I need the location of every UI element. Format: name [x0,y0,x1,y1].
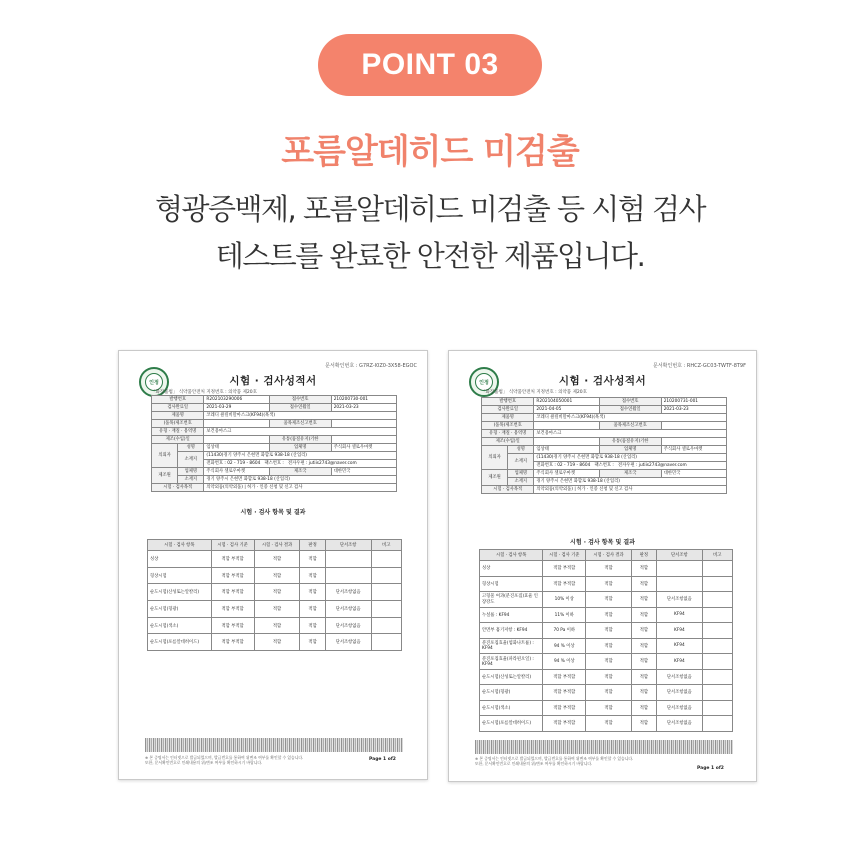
results-cell: 적합 [300,601,325,618]
results-cell: 적합 [631,638,656,654]
results-cell [657,576,703,592]
info-value: 주식회사 셀로우마켓 [204,468,269,476]
results-item-cell: 분진포집효율(파라핀오일) : KF94 [480,654,543,670]
info-value: 경기 양주시 은현면 화합로 938-18 (산업리) [534,478,727,486]
results-cell: KF94 [657,638,703,654]
results-item-cell: 순도시험(포름알데히이드) [480,716,543,732]
certificate-info-table [151,395,397,492]
results-cell: 적합 부적합 [211,567,254,584]
results-cell: 적합 부적합 [211,601,254,618]
info-label: 업체명 [508,470,534,478]
info-label: 품목제조신고번호 [599,422,661,430]
info-value: (11430)경기 양주시 은현면 화합로 938-18 (산업리) [204,452,397,460]
results-item-cell: 순도시험(포름알데히이드) [148,634,212,651]
info-label: 성명 [178,444,204,452]
results-row [480,638,733,654]
results-cell [371,567,402,584]
results-cell: 적합 [586,607,632,623]
test-certificate-1 [118,350,428,780]
results-item-cell: 안면부 흡기저항 : KF94 [480,623,543,639]
results-item-cell: 순도시험(산성또는알칼리) [480,669,543,685]
info-label: 소재지 [508,478,534,486]
results-cell: 10% 이상 [543,592,586,608]
results-table [479,549,733,732]
results-header-cell: 시험 · 검사 항목 [480,550,543,561]
results-cell: 적합 부적합 [543,669,586,685]
info-value: 주식회사 셀로우마켓 [534,470,599,478]
results-item-cell: 성상 [480,561,543,577]
info-value: 2021-04-05 [534,406,599,414]
info-value [534,438,599,446]
results-cell: 적합 [586,716,632,732]
info-label: 접수번호 [599,398,661,406]
results-cell: 단서조항없음 [325,601,371,618]
info-value: 2021-03-23 [331,404,396,412]
results-cell: 적합 [586,654,632,670]
results-cell [371,634,402,651]
email-label: 전자우편 : [618,463,638,468]
results-title: 시험 · 검사 항목 및 결과 [240,509,306,516]
info-value: R202103290006 [204,396,269,404]
results-cell [371,584,402,601]
info-value: 2021-03-29 [204,404,269,412]
info-label: 제조(수입)일 [482,438,534,446]
results-cell: 70 Pa 이하 [543,623,586,639]
barcode-strip [475,740,733,754]
results-cell: 단서조항없음 [657,685,703,701]
footnote [145,755,303,765]
results-item-cell: 누설률 : KF94 [480,607,543,623]
results-row [148,601,402,618]
results-cell [702,654,732,670]
info-label: 제조국 [599,470,661,478]
results-cell: 적합 [254,634,300,651]
barcode-strip [145,738,403,752]
contact-line [204,460,397,468]
results-item-cell: 순도시험(형광) [480,685,543,701]
results-cell: 적합 [631,561,656,577]
results-header-cell: 단서조항 [657,550,703,561]
results-item-cell: 순도시험(형광) [148,601,212,618]
results-cell: 단서조항없음 [657,669,703,685]
results-item-cell: 순도시험(산성또는알칼리) [148,584,212,601]
results-cell [325,551,371,568]
document-number: 문서확인번호 : RHCZ-GC03-TWTF-8T9F [653,363,746,369]
results-row [480,561,733,577]
info-label: 의뢰자 [482,446,508,470]
info-label: 제품명 [152,412,204,420]
results-cell: 94 % 이상 [543,638,586,654]
info-label: 제조국 [269,468,331,476]
results-item-cell: 형상시험 [480,576,543,592]
results-cell: 적합 [631,700,656,716]
info-label: 업체명 [178,468,204,476]
page-number: Page 1 of2 [369,757,396,762]
info-value [661,422,726,430]
results-cell: 적합 [586,669,632,685]
info-value: 임상태 [204,444,269,452]
info-value: R202104050001 [534,398,599,406]
info-label: 업체명 [599,446,661,454]
results-cell: 적합 [300,634,325,651]
results-cell [702,592,732,608]
results-row [148,617,402,634]
results-cell [371,551,402,568]
results-cell: 적합 [631,716,656,732]
results-cell [702,638,732,654]
results-header-cell: 시험 · 검사 결과 [586,550,632,561]
info-label: 유형 · 재질 · 용역명 [482,430,534,438]
info-value: 주식회사 셀로우마켓 [331,444,396,452]
results-header-cell: 단서조항 [325,540,371,551]
results-cell [702,561,732,577]
test-certificate-2 [448,350,757,782]
info-value: 임상태 [534,446,599,454]
info-label: 발행번호 [482,398,534,406]
results-cell: 적합 [586,638,632,654]
results-cell: 적합 부적합 [543,716,586,732]
info-value [534,422,599,430]
results-cell: 적합 부적합 [543,685,586,701]
results-cell: 적합 [300,617,325,634]
info-label: 시험 · 검사목적 [482,486,534,494]
results-header-cell: 시험 · 검사 항목 [148,540,212,551]
results-item-cell: 순도시험(색소) [148,617,212,634]
info-label: (품목)제조번호 [482,422,534,430]
results-cell: 적합 부적합 [211,634,254,651]
results-cell: 적합 [631,576,656,592]
info-label: 품목제조신고번호 [269,420,331,428]
results-item-cell: 형상시험 [148,567,212,584]
contact-line [534,462,727,470]
results-row [148,634,402,651]
tel-label: 전화번호 : [536,463,556,468]
info-label: 제조원 [152,468,178,484]
info-label: 제조원 [482,470,508,486]
results-row [148,567,402,584]
info-value: 의약외품(의약외품) | 허가 · 인증 신청 및 신고 검사 [204,484,397,492]
info-value [331,420,396,428]
info-label: 검사완료일 [152,404,204,412]
results-cell: 적합 부적합 [543,700,586,716]
results-header-row [148,540,402,551]
authority-line: 「화장품법」 식약품안전처 지정번호 : 의약품 제20호 [151,390,257,395]
info-label: 발행번호 [152,396,204,404]
footnote-line-2: 또한, 문서확인번호로 인쇄내용의 위/변조 여부를 확인하시기 바랍니다. [145,760,263,765]
results-cell [657,561,703,577]
results-cell: 단서조항없음 [325,584,371,601]
results-cell [702,576,732,592]
results-cell: 적합 [300,567,325,584]
info-value: 의약외품(의약외품) | 허가 · 인증 신청 및 신고 검사 [534,486,727,494]
results-header-row [480,550,733,561]
results-cell: 적합 [631,592,656,608]
results-cell [702,685,732,701]
info-label: 소재지 [178,476,204,484]
info-value: (11430)경기 양주시 은현면 화합로 938-18 (산업리) [534,454,727,462]
info-label: 소재지 [508,454,534,470]
results-cell [702,623,732,639]
info-value: 210200731-001 [661,398,726,406]
results-body [148,551,402,651]
results-cell [371,601,402,618]
footnote-line-1: ※ 본 증명서는 인터넷으로 발급되었으며, 발급번호를 통하여 위변조 여부를 확인할 수 있습니다. [145,755,304,760]
results-cell: 적합 [586,700,632,716]
document-number: 문서확인번호 : G7RZ-I0Z0-3X58-EGOC [325,363,417,369]
info-value: 코레디 클릴비말마스크(KF94)(흑색) [534,414,727,422]
info-value [331,436,396,444]
info-value: 보건용마스크 [204,428,397,436]
results-header-cell: 비고 [371,540,402,551]
info-label: 검사완료일 [482,406,534,414]
results-cell: 단서조항없음 [325,634,371,651]
headline: 포름알데히드 미검출 [281,132,579,172]
info-label: 유통(품질유지)기한 [599,438,661,446]
results-cell: KF94 [657,607,703,623]
info-value: 경기 양주시 은현면 화합로 938-18 (산업리) [204,476,397,484]
results-header-cell: 판정 [300,540,325,551]
certificate-title: 시험 · 검사성적서 [558,375,647,387]
results-header-cell: 시험 · 검사 결과 [254,540,300,551]
results-cell: 적합 [254,601,300,618]
results-cell: 적합 [631,607,656,623]
tel-label: 전화번호 : [206,461,226,466]
results-cell [702,716,732,732]
results-row [148,584,402,601]
results-cell [702,607,732,623]
results-header-cell: 비고 [702,550,732,561]
info-label: 유통(품질유지)기한 [269,436,331,444]
info-label: 접수연월일 [269,404,331,412]
results-cell: 적합 [586,623,632,639]
fax-label: 팩스번호 : [594,463,614,468]
results-cell: 단서조항없음 [657,716,703,732]
results-row [480,576,733,592]
seal-text: 인정 [475,373,493,391]
info-value: 210200730-001 [331,396,396,404]
description-line-1: 형광증백제, 포름알데히드 미검출 등 시험 검사 [154,192,706,226]
footnote [475,756,633,766]
results-item-cell: 성상 [148,551,212,568]
results-cell: 적합 부적합 [543,561,586,577]
authority-line: 「화장품법」 식약품안전처 지정번호 : 의약품 제20호 [481,390,587,395]
results-cell: 적합 [586,576,632,592]
email-label: 전자우편 : [288,461,308,466]
results-row [480,716,733,732]
info-value: 보건용마스크 [534,430,727,438]
certificate-title: 시험 · 검사성적서 [229,375,317,387]
results-cell: 적합 [631,654,656,670]
results-item-cell: 분진포집효율(염화나트륨) : KF94 [480,638,543,654]
results-cell: 단서조항없음 [325,617,371,634]
info-label: 의뢰자 [152,444,178,468]
info-value: 대한민국 [661,470,726,478]
results-row [480,700,733,716]
results-cell: 적합 [631,685,656,701]
info-value [204,420,269,428]
info-label: 소재지 [178,452,204,468]
results-row [148,551,402,568]
footnote-line-1: ※ 본 증명서는 인터넷으로 발급되었으며, 발급번호를 통하여 위변조 여부를 확인할 수 있습니다. [475,756,634,761]
results-cell: 94 % 이상 [543,654,586,670]
results-cell: 적합 [300,584,325,601]
results-item-cell: 순도시험(색소) [480,700,543,716]
results-cell [702,700,732,716]
tel-value: 02 - 719 - 8604 [557,463,591,468]
info-value: 대한민국 [331,468,396,476]
certificate-info-table [481,397,727,494]
results-header-cell: 시험 · 검사 기준 [211,540,254,551]
results-cell: 적합 [631,623,656,639]
results-row [480,623,733,639]
results-cell: 적합 [631,669,656,685]
results-row [480,654,733,670]
results-row [480,607,733,623]
results-cell: 적합 부적합 [543,576,586,592]
results-cell: 적합 부적합 [211,584,254,601]
results-cell [371,617,402,634]
results-cell: 단서조항없음 [657,592,703,608]
info-label: 유형 · 재질 · 용역명 [152,428,204,436]
info-value: 2021-03-23 [661,406,726,414]
point-badge: POINT 03 [318,34,542,96]
info-label: 업체명 [269,444,331,452]
results-cell: 적합 [254,551,300,568]
results-cell [325,567,371,584]
description-line-2: 테스트를 완료한 안전한 제품입니다. [215,239,645,273]
results-title: 시험 · 검사 항목 및 결과 [570,539,635,546]
info-value: 주식회사 셀로우마켓 [661,446,726,454]
results-cell [702,669,732,685]
results-cell: 적합 [586,561,632,577]
results-cell: 적합 [586,592,632,608]
footnote-line-2: 또한, 문서확인번호로 인쇄내용의 위/변조 여부를 확인하시기 바랍니다. [475,761,593,766]
results-cell: 적합 부적합 [211,617,254,634]
info-value: 코레디 클릴비말마스크(KF94)(흑색) [204,412,397,420]
results-cell: 적합 [300,551,325,568]
results-body [480,561,733,732]
info-value [204,436,269,444]
description [0,186,860,280]
info-label: 제조(수입)일 [152,436,204,444]
info-label: (품목)제조번호 [152,420,204,428]
info-value [661,438,726,446]
info-label: 시험 · 검사목적 [152,484,204,492]
email-value: jutiis2743@naver.com [638,463,687,468]
results-cell: 11% 이하 [543,607,586,623]
results-cell: KF94 [657,623,703,639]
seal-text: 인정 [145,373,163,391]
results-cell: 적합 부적합 [211,551,254,568]
results-row [480,685,733,701]
info-label: 접수연월일 [599,406,661,414]
info-label: 성명 [508,446,534,454]
results-cell: 적합 [254,567,300,584]
results-row [480,592,733,608]
results-item-cell: 고형물 여과(분진포집)효율 인장강도 [480,592,543,608]
email-value: jutiis2743@naver.com [308,461,357,466]
tel-value: 02 - 719 - 8604 [227,461,261,466]
results-cell: 적합 [254,617,300,634]
results-header-cell: 시험 · 검사 기준 [543,550,586,561]
results-cell: 적합 [254,584,300,601]
results-row [480,669,733,685]
fax-label: 팩스번호 : [264,461,284,466]
info-label: 접수번호 [269,396,331,404]
results-cell: 적합 [586,685,632,701]
page-number: Page 1 of2 [697,766,724,771]
info-label: 제품명 [482,414,534,422]
results-table [147,539,402,651]
results-cell: 단서조항없음 [657,700,703,716]
results-cell: KF94 [657,654,703,670]
results-header-cell: 판정 [631,550,656,561]
